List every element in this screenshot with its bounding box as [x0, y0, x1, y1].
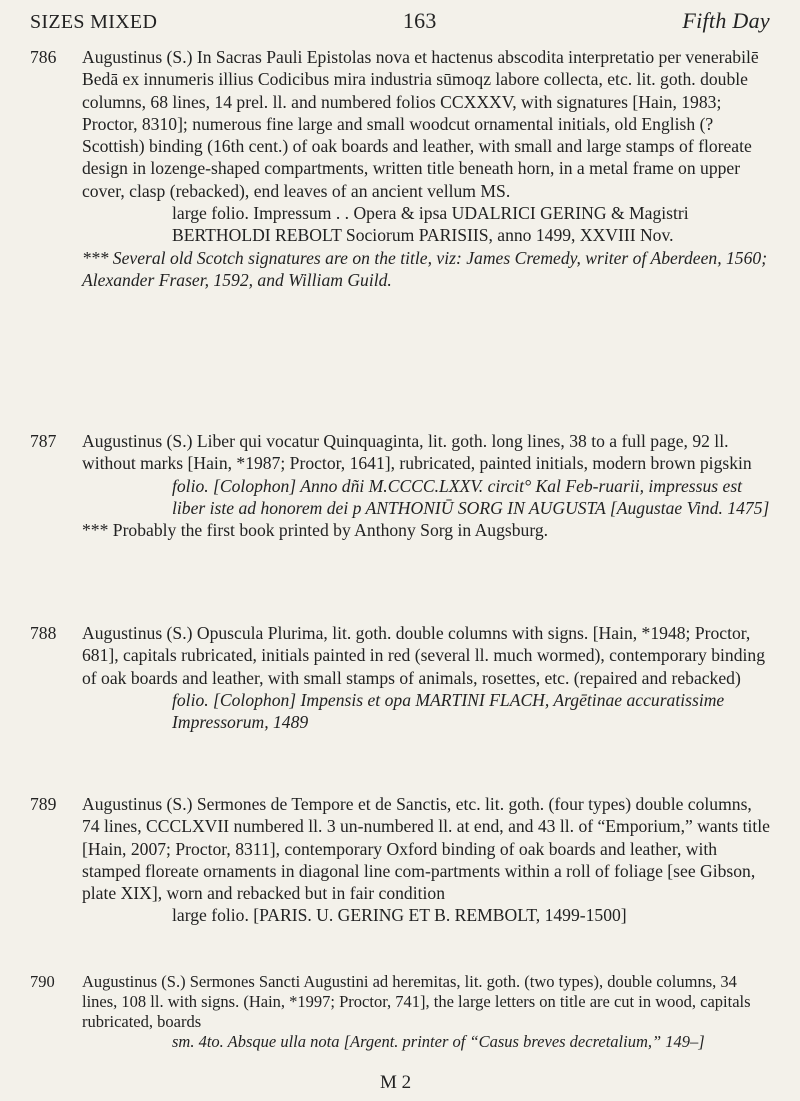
entry-imprint: sm. 4to. Absque ulla nota [Argent. printer of “Casus breves decretalium,” 149–]: [172, 1032, 705, 1051]
entry-note: *** Several old Scotch signatures are on the title, viz: James Cremedy, writer of Aberdeen, 1560; Alexander Fraser, 1592, and William Guild.: [82, 247, 768, 290]
signature-mark: M 2: [380, 1072, 412, 1093]
catalogue-entry: [30, 793, 772, 927]
entry-description: Augustinus (S.) In Sacras Pauli Epistolas nova et hactenus abscodita interpretatio per venerabilē Bedā ex innumeris illius Codicibus mira industria sūmoqz labore collecta, etc. lit. goth. double columns, 68 lines, 14 prel. ll. and numbered folios CCXXXV, with signatures [Hain, 1983; Proctor, 8310]; numerous fine large and small woodcut ornamental initials, old English (? Scottish) binding (16th cent.) of oak boards and leather, with small and large stamps of floreate design in lozenge-shaped compartments, written title beneath horn, in a metal frame on upper cover, clasp (rebacked), end leaves of an ancient vellum MS.: [82, 47, 759, 201]
entry-description: Augustinus (S.) Sermones Sancti Augustini ad heremitas, lit. goth. (two types), double columns, 34 lines, 108 ll. with signs. (Hain, *1997; Proctor, 741], the large letters on title are cut in wood, capitals rubricated, boards: [82, 972, 751, 1031]
catalogue-entry: [30, 430, 772, 541]
entry-description: Augustinus (S.) Sermones de Tempore et de Sanctis, etc. lit. goth. (four types) double columns, 74 lines, CCCLXVII numbered ll. 3 un-numbered ll. at end, and 43 ll. of “Emporium,” wants title [Hain, 2007; Proctor, 8311], contemporary Oxford binding of oak boards and leather, with stamped floreate ornaments in diagonal line com-partments within a roll of foliage [see Gibson, plate XIX], worn and rebacked but in fair condition: [82, 794, 770, 904]
page-number: 163: [402, 8, 437, 33]
lot-number: 789: [30, 794, 57, 814]
entry-imprint: large folio. Impressum . . Opera & ipsa UDALRICI GERING & Magistri BERTHOLDI REBOLT Sociorum PARISIIS, anno 1499, XXVIII Nov.: [172, 203, 689, 246]
catalogue-entry: [30, 46, 772, 291]
catalogue-entry: [30, 972, 772, 1052]
lot-number: 790: [30, 972, 55, 991]
entry-imprint: folio. [Colophon] Anno dñi M.CCCC.LXXV. circit° Kal Feb-ruarii, impressus est liber iste ad honorem dei p ANTHONIŪ SORG IN AUGUSTA [Augustae Vind. 1475]: [172, 475, 770, 518]
lot-number: 787: [30, 431, 57, 451]
entry-note: *** Probably the first book printed by Anthony Sorg in Augsburg.: [82, 520, 549, 541]
lot-number: 786: [30, 47, 57, 67]
entry-description: Augustinus (S.) Liber qui vocatur Quinquaginta, lit. goth. long lines, 38 to a full page, 92 ll. without marks [Hain, *1987; Proctor, 1641], rubricated, painted initials, modern brown pigskin: [82, 431, 752, 474]
header-section-title: SIZES MIXED: [30, 11, 158, 33]
entry-description: Augustinus (S.) Opuscula Plurima, lit. goth. double columns with signs. [Hain, *1948; Proctor, 681], capitals rubricated, initials painted in red (several ll. much wormed), contemporary binding of oak boards and leather, with small stamps of animals, rosettes, etc. (repaired and rebacked): [82, 623, 766, 688]
header-day: Fifth Day: [682, 8, 770, 33]
lot-number: 788: [30, 623, 57, 643]
entry-imprint: large folio. [PARIS. U. GERING ET B. REMBOLT, 1499-1500]: [172, 905, 627, 926]
catalogue-entry: [30, 622, 772, 733]
entry-imprint: folio. [Colophon] Impensis et opa MARTINI FLACH, Argētinae accuratissime Impressorum, 1489: [172, 689, 725, 733]
running-header: [30, 8, 770, 34]
